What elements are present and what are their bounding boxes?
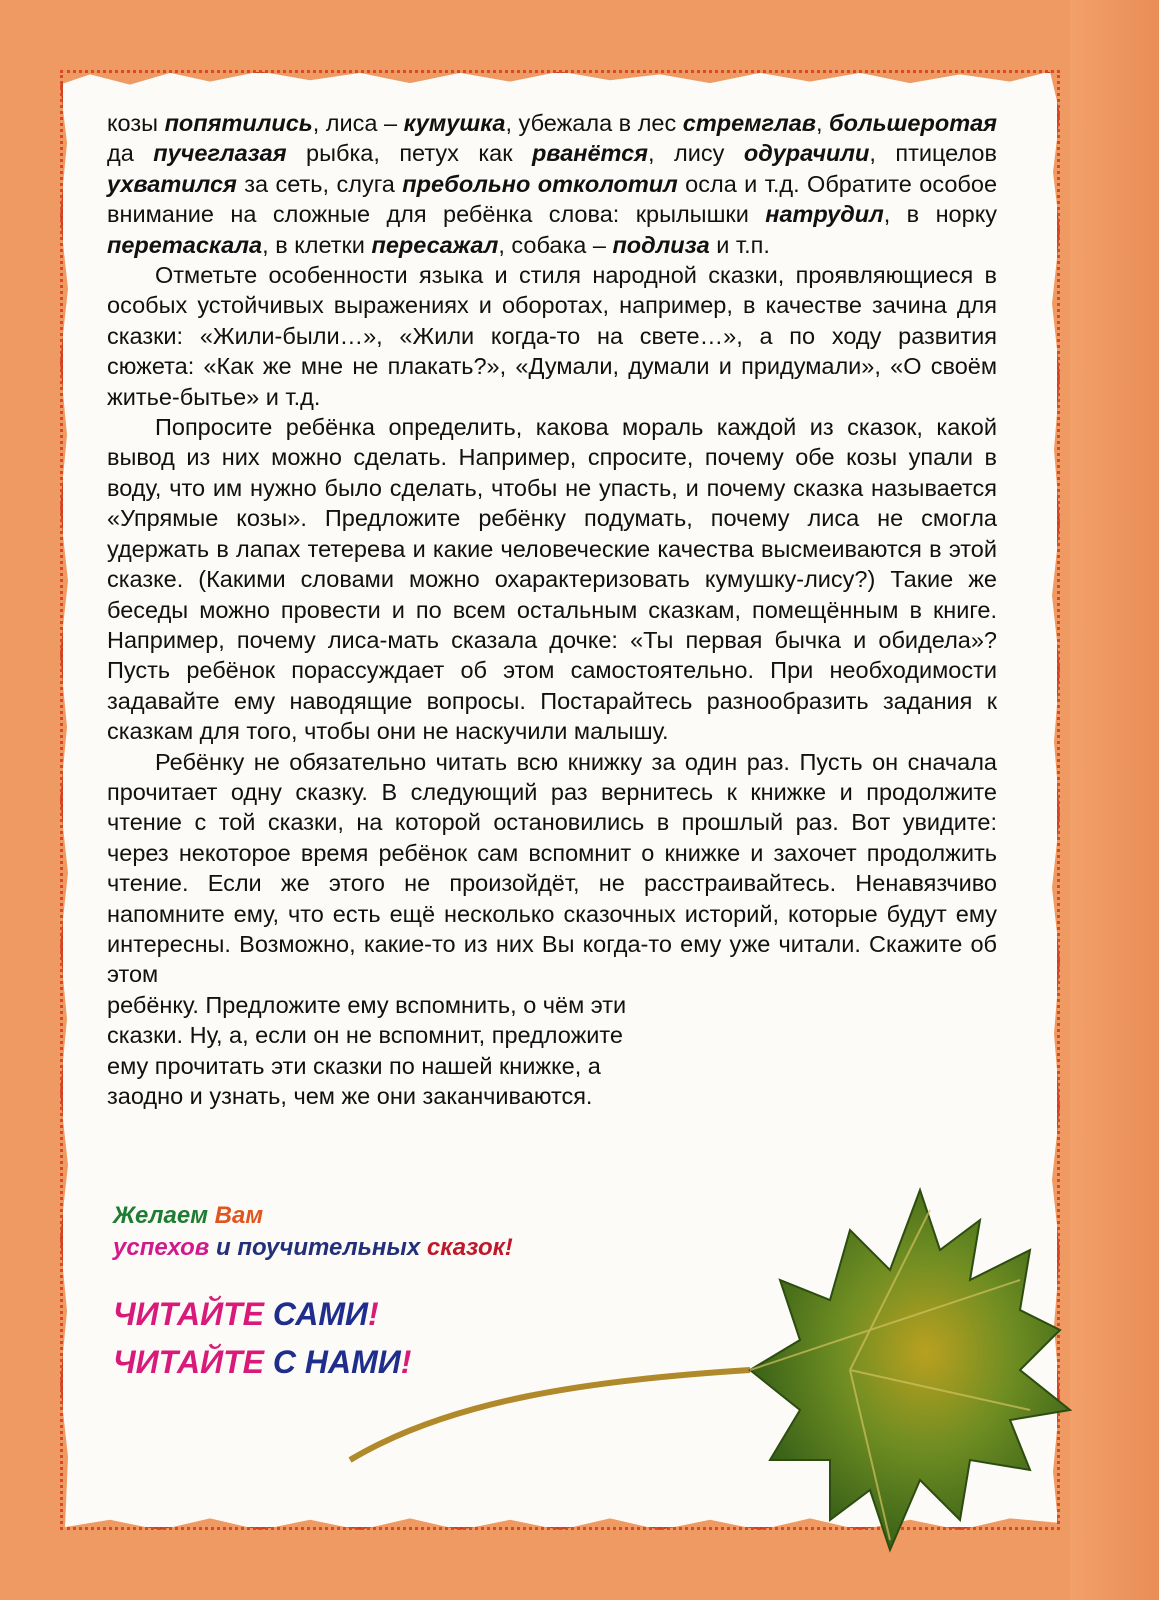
- emphasized-word: большеротая: [829, 110, 998, 136]
- text-run: ,: [815, 110, 830, 136]
- maple-leaf-illustration: [330, 1080, 1090, 1600]
- text-run: , убежала в лес: [505, 110, 683, 136]
- wish-word-6: сказок!: [426, 1234, 513, 1261]
- text-run: , собака –: [498, 231, 613, 258]
- emphasized-word: перетаскала: [107, 231, 263, 258]
- text-run: и т.п.: [709, 231, 770, 258]
- wish-word-2: Вам: [214, 1202, 264, 1229]
- text-run: , лису: [648, 140, 744, 167]
- slogan-word: САМИ: [272, 1296, 368, 1332]
- emphasized-word: рванётся: [531, 140, 649, 167]
- emphasized-word: стремглав: [682, 110, 816, 136]
- leaf-stem: [350, 1370, 750, 1460]
- text-run: осла и т.д. Обратите особое внимание на сложные для ребёнка слова: крылышки: [107, 170, 998, 228]
- paragraph-4-line-1: ребёнку. Предложите ему вспомнить, о чём эти: [107, 991, 627, 1018]
- slogan-word: С НАМИ: [272, 1344, 401, 1380]
- emphasized-word: ухватился: [107, 170, 237, 197]
- paragraph-4-line-4: заодно и узнать, чем же они заканчиваются.: [107, 1083, 593, 1109]
- emphasized-word: кумушка: [403, 110, 506, 136]
- wish-word-4: и: [215, 1234, 231, 1261]
- slogan-word: ЧИТАЙТЕ: [113, 1296, 265, 1332]
- text-run: да: [107, 140, 154, 167]
- emphasized-word: пересажал: [371, 231, 499, 258]
- paragraph-4: Ребёнку не обязательно читать всю книжку за один раз. Пусть он сначала прочитает одну сказку. В следующий раз вернитесь к книжке и продолжите чтение с той сказки, на которой остановились в прошлый раз. Вот увидите: через некоторое время ребёнок сам вспомнит о книжке и захочет продолжить чтение. Если же этого не произойдёт, не расстраивайтесь. Ненавязчиво напомните ему, что есть ещё несколько сказочных историй, которые будут ему интересны. Возможно, какие-то из них Вы когда-то ему уже читали. Скажите об этом: [107, 748, 997, 988]
- text-run: за сеть, слуга: [236, 170, 403, 197]
- leaf-blade: [750, 1190, 1070, 1550]
- emphasized-word: пучеглазая: [153, 140, 287, 167]
- slogan-mark: !: [368, 1296, 379, 1332]
- text-run: рыбка, петух как: [286, 140, 532, 167]
- wish-word-5: поучительных: [237, 1234, 421, 1261]
- paragraph-4-line-3: ему прочитать эти сказки по нашей книжке, а: [107, 1052, 601, 1079]
- emphasized-word: натрудил: [765, 201, 884, 228]
- wish-word-3: успехов: [113, 1234, 210, 1261]
- paragraph-1: [107, 108, 997, 260]
- emphasized-word: подлиза: [612, 231, 710, 258]
- body-text: [107, 108, 997, 1111]
- paragraph-4-line-2: сказки. Ну, а, если он не вспомнит, предложите: [107, 1022, 623, 1049]
- wish-word-1: Желаем: [113, 1202, 208, 1229]
- text-run: , в норку: [883, 201, 997, 228]
- emphasized-word: попятились: [164, 110, 313, 136]
- text-run: , в клетки: [262, 231, 372, 258]
- paragraph-2: Отметьте особенности языка и стиля народной сказки, проявляющиеся в особых устойчивых выражениях и оборотах, например, в качестве зачина для сказки: «Жили-были…», «Жили когда-то на свете…», а по ходу развития сюжета: «Как же мне не плакать?», «Думали, думали и придумали», «О своём житье-бытье» и т.д.: [107, 262, 997, 410]
- text-run: , лиса –: [312, 110, 404, 136]
- slogan-mark: !: [400, 1344, 412, 1380]
- paragraph-3: Попросите ребёнка определить, какова мораль каждой из сказок, какой вывод из них можно сделать. Например, спросите, почему обе козы упали в воду, что им нужно было сделать, чтобы не упасть, и почему сказка называется «Упрямые козы». Предложите ребёнку подумать, почему лиса не смогла удержать в лапах тетерева и какие человеческие качества высмеиваются в этой сказке. (Какими словами можно охарактеризовать кумушку-лису?) Такие же беседы можно провести и по всем остальным сказкам, помещённым в книге. Например, почему лиса-мать сказала дочке: «Ты первая бычка и обидела»? Пусть ребёнок порассуждает об этом самостоятельно. При необходимости задавайте ему наводящие вопросы. Постарайтесь разнообразить задания к сказкам для того, чтобы они не наскучили малышу.: [107, 414, 997, 745]
- text-run: , птицелов: [869, 140, 997, 167]
- slogan-word: ЧИТАЙТЕ: [113, 1344, 265, 1380]
- emphasized-word: пребольно отколотил: [402, 170, 678, 197]
- text-run: козы: [107, 110, 165, 136]
- emphasized-word: одурачили: [743, 140, 870, 167]
